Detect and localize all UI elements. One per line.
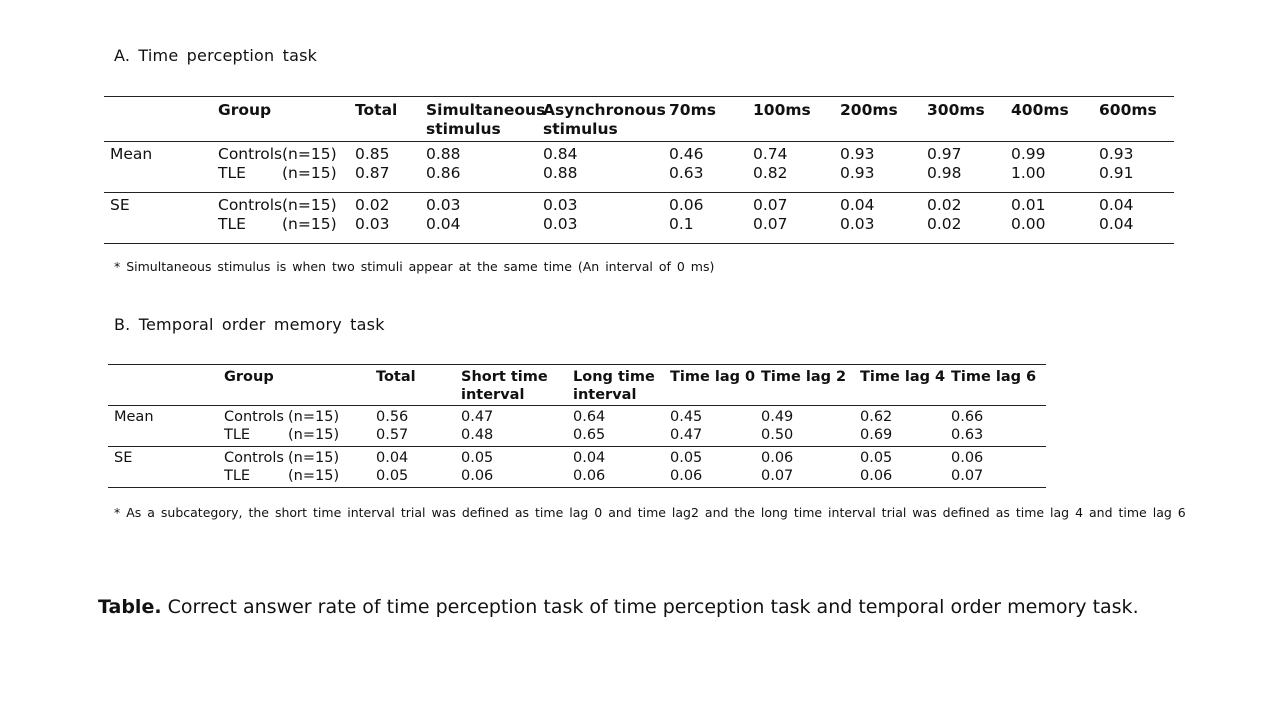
column-header: Time lag 2 [755, 365, 854, 406]
group-n: (n=15) [282, 196, 337, 214]
value-cell: 0.99 1.00 [1005, 142, 1093, 193]
column-header: Short time interval [455, 365, 567, 406]
caption-label: Table. [98, 596, 162, 618]
section-a-note: * Simultaneous stimulus is when two stimuli appear at the same time (An interval of 0 ms) [114, 259, 715, 274]
section-b-note: * As a subcategory, the short time interval trial was defined as time lag 0 and time lag2 and the long time interval trial was defined as time lag 4 and time lag 6 [114, 505, 1186, 520]
value-cell: 0.47 0.48 [455, 406, 567, 447]
column-header: Asynchronous stimulus [537, 97, 663, 142]
value-cell: 0.93 0.91 [1093, 142, 1174, 193]
caption-text: Correct answer rate of time perception task of time perception task and temporal order memory task. [167, 596, 1139, 618]
group-name: TLE [224, 468, 251, 484]
table-row [108, 447, 1046, 488]
column-header: Total [349, 97, 420, 142]
value-cell: 0.02 0.03 [349, 193, 420, 244]
stat-label: SE [108, 447, 218, 488]
value-cell: 0.04 0.04 [1093, 193, 1174, 244]
group-cell [218, 447, 370, 488]
column-header: Group [218, 365, 370, 406]
value-cell: 0.04 0.06 [567, 447, 664, 488]
value-cell: 0.88 0.86 [420, 142, 537, 193]
group-name: Controls [218, 145, 283, 163]
value-cell: 0.62 0.69 [854, 406, 945, 447]
value-cell: 0.66 0.63 [945, 406, 1046, 447]
value-cell: 0.64 0.65 [567, 406, 664, 447]
value-cell: 0.03 0.03 [537, 193, 663, 244]
column-header: 400ms [1005, 97, 1093, 142]
column-header: Time lag 6 [945, 365, 1046, 406]
section-b-title: B. Temporal order memory task [114, 315, 385, 334]
value-cell: 0.45 0.47 [664, 406, 755, 447]
value-cell: 0.03 0.04 [420, 193, 537, 244]
column-header: 600ms [1093, 97, 1174, 142]
stat-label: Mean [104, 142, 212, 193]
group-n: (n=15) [288, 427, 340, 443]
group-cell [212, 193, 349, 244]
value-cell: 0.93 0.93 [834, 142, 921, 193]
value-cell: 0.06 0.07 [945, 447, 1046, 488]
column-header: 300ms [921, 97, 1005, 142]
temporal-order-table [108, 364, 1046, 488]
group-name: TLE [218, 164, 246, 182]
value-cell: 0.06 0.1 [663, 193, 747, 244]
header-row [104, 97, 1174, 142]
stat-label: Mean [108, 406, 218, 447]
value-cell: 0.49 0.50 [755, 406, 854, 447]
table-row [104, 142, 1174, 193]
group-cell [218, 406, 370, 447]
table-row [108, 406, 1046, 447]
group-name: Controls [218, 196, 283, 214]
column-header: Total [370, 365, 455, 406]
value-cell: 0.07 0.07 [747, 193, 834, 244]
group-name: TLE [224, 427, 251, 443]
group-n: (n=15) [288, 450, 340, 466]
value-cell: 0.46 0.63 [663, 142, 747, 193]
group-name: TLE [218, 215, 246, 233]
time-perception-table [104, 96, 1174, 244]
column-header: Simultaneous stimulus [420, 97, 537, 142]
value-cell: 0.04 0.05 [370, 447, 455, 488]
column-header: Time lag 4 [854, 365, 945, 406]
value-cell: 0.56 0.57 [370, 406, 455, 447]
group-name: Controls [224, 450, 284, 466]
group-cell [212, 142, 349, 193]
value-cell: 0.06 0.07 [755, 447, 854, 488]
value-cell: 0.04 0.03 [834, 193, 921, 244]
value-cell: 0.05 0.06 [854, 447, 945, 488]
value-cell: 0.05 0.06 [455, 447, 567, 488]
value-cell: 0.02 0.02 [921, 193, 1005, 244]
group-n: (n=15) [288, 409, 340, 425]
column-header: Time lag 0 [664, 365, 755, 406]
value-cell: 0.01 0.00 [1005, 193, 1093, 244]
group-n: (n=15) [282, 164, 337, 182]
value-cell: 0.05 0.06 [664, 447, 755, 488]
column-header [108, 365, 218, 406]
group-n: (n=15) [282, 215, 337, 233]
column-header [104, 97, 212, 142]
section-a-title: A. Time perception task [114, 46, 318, 65]
column-header: 100ms [747, 97, 834, 142]
column-header: 200ms [834, 97, 921, 142]
group-name: Controls [224, 409, 284, 425]
group-n: (n=15) [288, 468, 340, 484]
header-row [108, 365, 1046, 406]
column-header: Group [212, 97, 349, 142]
stat-label: SE [104, 193, 212, 244]
group-n: (n=15) [282, 145, 337, 163]
table-row [104, 193, 1174, 244]
value-cell: 0.97 0.98 [921, 142, 1005, 193]
value-cell: 0.84 0.88 [537, 142, 663, 193]
value-cell: 0.74 0.82 [747, 142, 834, 193]
value-cell: 0.85 0.87 [349, 142, 420, 193]
column-header: Long time interval [567, 365, 664, 406]
table-caption [98, 596, 1139, 618]
column-header: 70ms [663, 97, 747, 142]
